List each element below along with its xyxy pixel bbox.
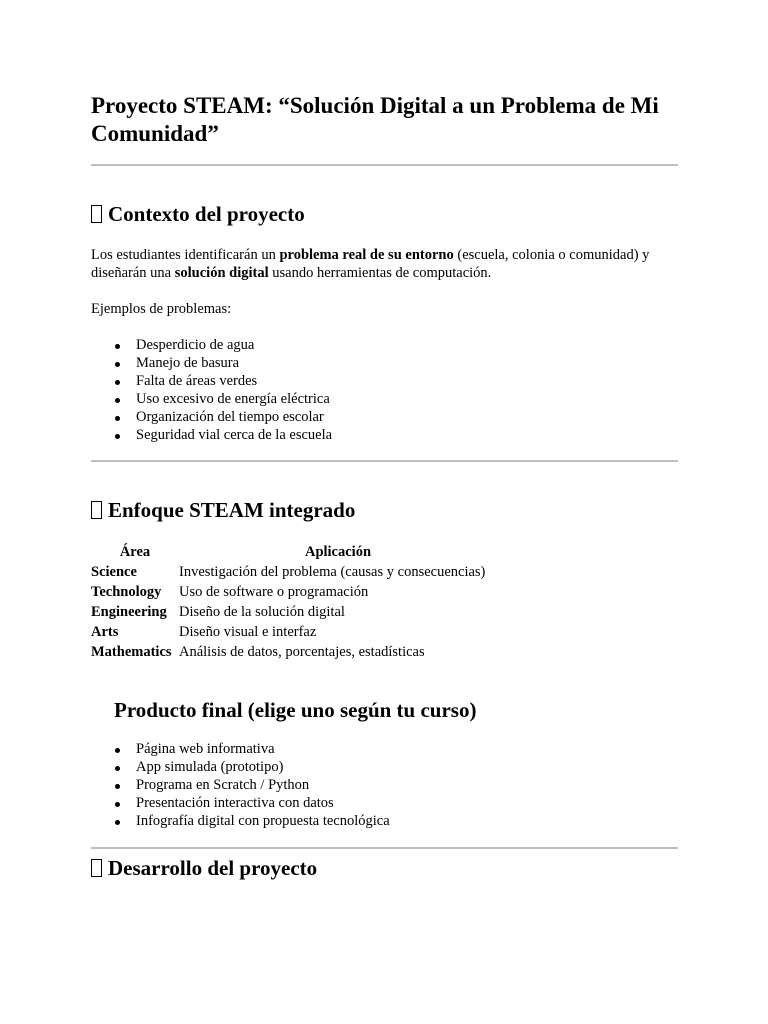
- divider: [91, 164, 678, 166]
- list-item: Falta de áreas verdes: [91, 372, 332, 390]
- text-run: usando herramientas de computación.: [268, 265, 492, 281]
- list-item: Página web informativa: [91, 740, 390, 758]
- section-heading-text: Desarrollo del proyecto: [108, 856, 318, 880]
- list-item: Infografía digital con propuesta tecnológica: [91, 812, 390, 830]
- table-row: [91, 602, 497, 622]
- list-item: Manejo de basura: [91, 354, 332, 372]
- table-cell-application: Diseño de la solución digital: [179, 604, 345, 620]
- table-row: [91, 622, 497, 642]
- list-item: Uso excesivo de energía eléctrica: [91, 390, 332, 408]
- steam-table: [91, 542, 497, 662]
- divider: [91, 847, 678, 849]
- section-heading-development: [91, 855, 317, 881]
- column-header-application: Aplicación: [304, 544, 372, 560]
- context-paragraph: [91, 246, 679, 282]
- text-run: (escuela, colonia o comunidad) y diseñarán una: [91, 247, 650, 281]
- list-item: Presentación interactiva con datos: [91, 794, 390, 812]
- table-cell-area: Science: [91, 564, 137, 580]
- table-cell-area: Technology: [91, 584, 162, 600]
- text-run: Los estudiantes identificarán un: [91, 247, 280, 263]
- product-list: [91, 740, 390, 830]
- list-item: Organización del tiempo escolar: [91, 408, 332, 426]
- section-heading-text: Enfoque STEAM integrado: [108, 498, 356, 522]
- bold-text: problema real de su entorno: [279, 247, 454, 263]
- bold-text: solución digital: [174, 265, 269, 281]
- table-cell-application: Uso de software o programación: [179, 584, 369, 600]
- column-header-area: Área: [119, 544, 151, 560]
- section-heading-product: Producto final (elige uno según tu curso): [114, 698, 477, 722]
- missing-glyph-icon: [91, 859, 102, 877]
- table-cell-area: Mathematics: [91, 644, 172, 660]
- section-heading-context: [91, 201, 305, 227]
- missing-glyph-icon: [91, 205, 102, 223]
- list-item: Seguridad vial cerca de la escuela: [91, 426, 332, 444]
- table-row: [91, 562, 497, 582]
- table-cell-application: Análisis de datos, porcentajes, estadísticas: [179, 644, 425, 660]
- examples-list: [91, 336, 332, 444]
- table-cell-application: Investigación del problema (causas y consecuencias): [179, 564, 486, 580]
- section-heading-text: Contexto del proyecto: [108, 202, 305, 226]
- table-cell-area: Arts: [91, 624, 119, 640]
- list-item: App simulada (prototipo): [91, 758, 390, 776]
- list-item: Programa en Scratch / Python: [91, 776, 390, 794]
- examples-intro: Ejemplos de problemas:: [91, 301, 232, 317]
- missing-glyph-icon: [91, 501, 102, 519]
- table-row: [91, 582, 497, 602]
- table-cell-area: Engineering: [91, 604, 167, 620]
- section-heading-steam: [91, 497, 355, 523]
- list-item: Desperdicio de agua: [91, 336, 332, 354]
- table-row: [91, 642, 497, 662]
- table-header-row: [91, 542, 497, 562]
- divider: [91, 460, 678, 462]
- page-title: Proyecto STEAM: “Solución Digital a un Problema de Mi Comunidad”: [91, 93, 659, 146]
- table-cell-application: Diseño visual e interfaz: [179, 624, 317, 640]
